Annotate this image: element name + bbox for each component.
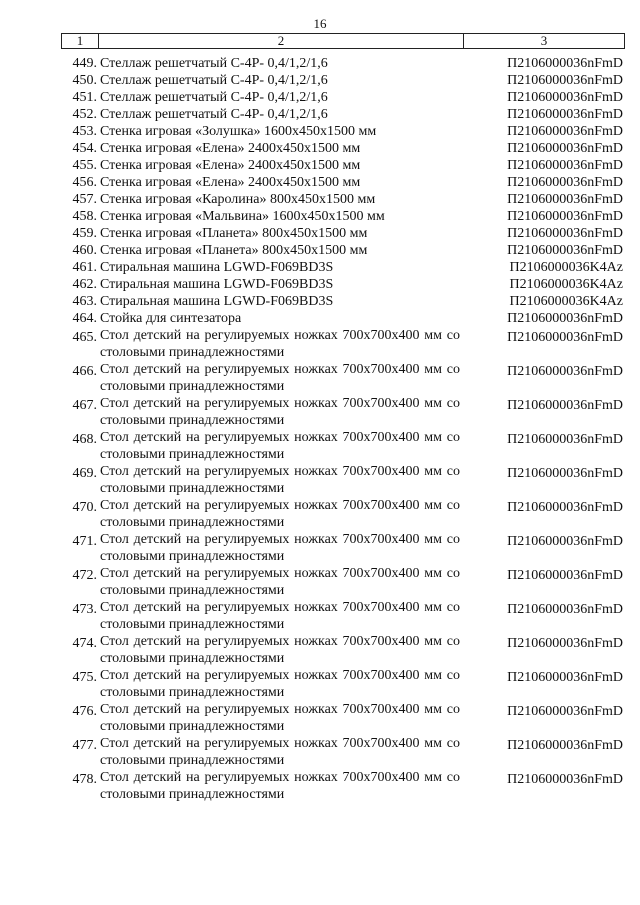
item-number: 462. — [72, 277, 97, 292]
list-item — [61, 106, 625, 123]
item-code: П2106000036nFmD — [507, 772, 623, 787]
item-description: Стенка игровая «Мальвина» 1600х450х1500 мм — [100, 209, 385, 224]
list-item — [61, 633, 625, 667]
list-item — [61, 327, 625, 361]
list-item — [61, 55, 625, 72]
item-code: П2106000036K4Az — [509, 277, 623, 292]
page-number: 16 — [313, 16, 327, 31]
item-number: 456. — [72, 175, 97, 190]
item-code: П2106000036nFmD — [507, 311, 623, 326]
list-item — [61, 735, 625, 769]
item-description: Стенка игровая «Планета» 800х450х1500 мм — [100, 226, 368, 241]
item-code: П2106000036nFmD — [507, 636, 623, 651]
item-number: 474. — [72, 636, 97, 651]
item-list — [61, 55, 625, 803]
item-code: П2106000036nFmD — [507, 466, 623, 481]
item-description: Стол детский на регулируемых ножках 700х700х400 мм со столовыми принадлежностями — [100, 464, 460, 496]
item-number: 466. — [72, 364, 97, 379]
item-code: П2106000036nFmD — [507, 568, 623, 583]
item-number: 470. — [72, 500, 97, 515]
item-code: П2106000036nFmD — [507, 141, 623, 156]
item-code: П2106000036nFmD — [507, 738, 623, 753]
list-item — [61, 242, 625, 259]
item-description: Стеллаж решетчатый С-4Р- 0,4/1,2/1,6 — [100, 56, 328, 71]
item-description: Стол детский на регулируемых ножках 700х700х400 мм со столовыми принадлежностями — [100, 600, 460, 632]
list-item — [61, 259, 625, 276]
item-number: 472. — [72, 568, 97, 583]
item-description: Стенка игровая «Елена» 2400х450х1500 мм — [100, 158, 361, 173]
item-number: 471. — [72, 534, 97, 549]
item-number: 458. — [72, 209, 97, 224]
item-description: Стиральная машина LGWD-F069BD3S — [100, 277, 334, 292]
item-number: 452. — [72, 107, 97, 122]
item-code: П2106000036nFmD — [507, 226, 623, 241]
item-number: 478. — [72, 772, 97, 787]
item-number: 459. — [72, 226, 97, 241]
item-number: 468. — [72, 432, 97, 447]
item-number: 455. — [72, 158, 97, 173]
item-description: Стол детский на регулируемых ножках 700х700х400 мм со столовыми принадлежностями — [100, 566, 460, 598]
item-code: П2106000036nFmD — [507, 500, 623, 515]
list-item — [61, 276, 625, 293]
item-number: 465. — [72, 330, 97, 345]
item-description: Стол детский на регулируемых ножках 700х700х400 мм со столовыми принадлежностями — [100, 328, 460, 360]
column-header-1: 1 — [62, 34, 99, 49]
item-description: Стол детский на регулируемых ножках 700х700х400 мм со столовыми принадлежностями — [100, 532, 460, 564]
item-number: 457. — [72, 192, 97, 207]
item-description: Стенка игровая «Елена» 2400х450х1500 мм — [100, 141, 361, 156]
item-description: Стеллаж решетчатый С-4Р- 0,4/1,2/1,6 — [100, 107, 328, 122]
item-number: 460. — [72, 243, 97, 258]
list-item — [61, 89, 625, 106]
list-item — [61, 497, 625, 531]
list-item — [61, 701, 625, 735]
item-code: П2106000036nFmD — [507, 330, 623, 345]
list-item — [61, 157, 625, 174]
item-code: П2106000036nFmD — [507, 158, 623, 173]
item-number: 477. — [72, 738, 97, 753]
item-code: П2106000036nFmD — [507, 90, 623, 105]
item-description: Стеллаж решетчатый С-4Р- 0,4/1,2/1,6 — [100, 73, 328, 88]
list-item — [61, 310, 625, 327]
item-code: П2106000036nFmD — [507, 670, 623, 685]
item-number: 454. — [72, 141, 97, 156]
column-header-2: 2 — [99, 34, 464, 49]
item-description: Стол детский на регулируемых ножках 700х700х400 мм со столовыми принадлежностями — [100, 498, 460, 530]
list-item — [61, 123, 625, 140]
item-number: 449. — [72, 56, 97, 71]
item-code: П2106000036nFmD — [507, 364, 623, 379]
item-number: 475. — [72, 670, 97, 685]
list-item — [61, 293, 625, 310]
item-description: Стол детский на регулируемых ножках 700х700х400 мм со столовыми принадлежностями — [100, 634, 460, 666]
list-item — [61, 599, 625, 633]
item-code: П2106000036nFmD — [507, 107, 623, 122]
list-item — [61, 191, 625, 208]
item-description: Стол детский на регулируемых ножках 700х700х400 мм со столовыми принадлежностями — [100, 702, 460, 734]
item-code: П2106000036nFmD — [507, 124, 623, 139]
item-number: 464. — [72, 311, 97, 326]
list-item — [61, 429, 625, 463]
item-code: П2106000036K4Az — [509, 260, 623, 275]
list-item — [61, 667, 625, 701]
list-item — [61, 463, 625, 497]
list-item — [61, 140, 625, 157]
item-code: П2106000036nFmD — [507, 243, 623, 258]
item-description: Стиральная машина LGWD-F069BD3S — [100, 294, 334, 309]
item-number: 450. — [72, 73, 97, 88]
item-description: Стенка игровая «Елена» 2400х450х1500 мм — [100, 175, 361, 190]
list-item — [61, 361, 625, 395]
item-description: Стол детский на регулируемых ножках 700х700х400 мм со столовыми принадлежностями — [100, 362, 460, 394]
item-description: Стенка игровая «Планета» 800х450х1500 мм — [100, 243, 368, 258]
list-item — [61, 208, 625, 225]
item-code: П2106000036nFmD — [507, 534, 623, 549]
item-description: Стенка игровая «Каролина» 800х450х1500 мм — [100, 192, 376, 207]
list-item — [61, 531, 625, 565]
column-header-3: 3 — [464, 34, 625, 49]
list-item — [61, 565, 625, 599]
item-code: П2106000036nFmD — [507, 602, 623, 617]
item-code: П2106000036nFmD — [507, 56, 623, 71]
item-code: П2106000036nFmD — [507, 432, 623, 447]
list-item — [61, 395, 625, 429]
item-description: Стенка игровая «Золушка» 1600х450х1500 мм — [100, 124, 377, 139]
item-code: П2106000036nFmD — [507, 398, 623, 413]
item-number: 463. — [72, 294, 97, 309]
item-description: Стиральная машина LGWD-F069BD3S — [100, 260, 334, 275]
item-number: 469. — [72, 466, 97, 481]
item-number: 461. — [72, 260, 97, 275]
item-code: П2106000036nFmD — [507, 209, 623, 224]
item-number: 476. — [72, 704, 97, 719]
item-code: П2106000036nFmD — [507, 704, 623, 719]
item-description: Стол детский на регулируемых ножках 700х700х400 мм со столовыми принадлежностями — [100, 770, 460, 802]
list-item — [61, 72, 625, 89]
list-item — [61, 174, 625, 191]
item-description: Стол детский на регулируемых ножках 700х700х400 мм со столовыми принадлежностями — [100, 396, 460, 428]
item-description: Стол детский на регулируемых ножках 700х700х400 мм со столовыми принадлежностями — [100, 736, 460, 768]
item-number: 473. — [72, 602, 97, 617]
item-code: П2106000036nFmD — [507, 73, 623, 88]
item-number: 453. — [72, 124, 97, 139]
item-description: Стеллаж решетчатый С-4Р- 0,4/1,2/1,6 — [100, 90, 328, 105]
item-description: Стойка для синтезатора — [100, 311, 242, 326]
item-number: 467. — [72, 398, 97, 413]
item-code: П2106000036nFmD — [507, 192, 623, 207]
item-description: Стол детский на регулируемых ножках 700х700х400 мм со столовыми принадлежностями — [100, 430, 460, 462]
column-header-table — [61, 33, 625, 49]
item-code: П2106000036nFmD — [507, 175, 623, 190]
item-number: 451. — [72, 90, 97, 105]
list-item — [61, 769, 625, 803]
item-description: Стол детский на регулируемых ножках 700х700х400 мм со столовыми принадлежностями — [100, 668, 460, 700]
list-item — [61, 225, 625, 242]
item-code: П2106000036K4Az — [509, 294, 623, 309]
